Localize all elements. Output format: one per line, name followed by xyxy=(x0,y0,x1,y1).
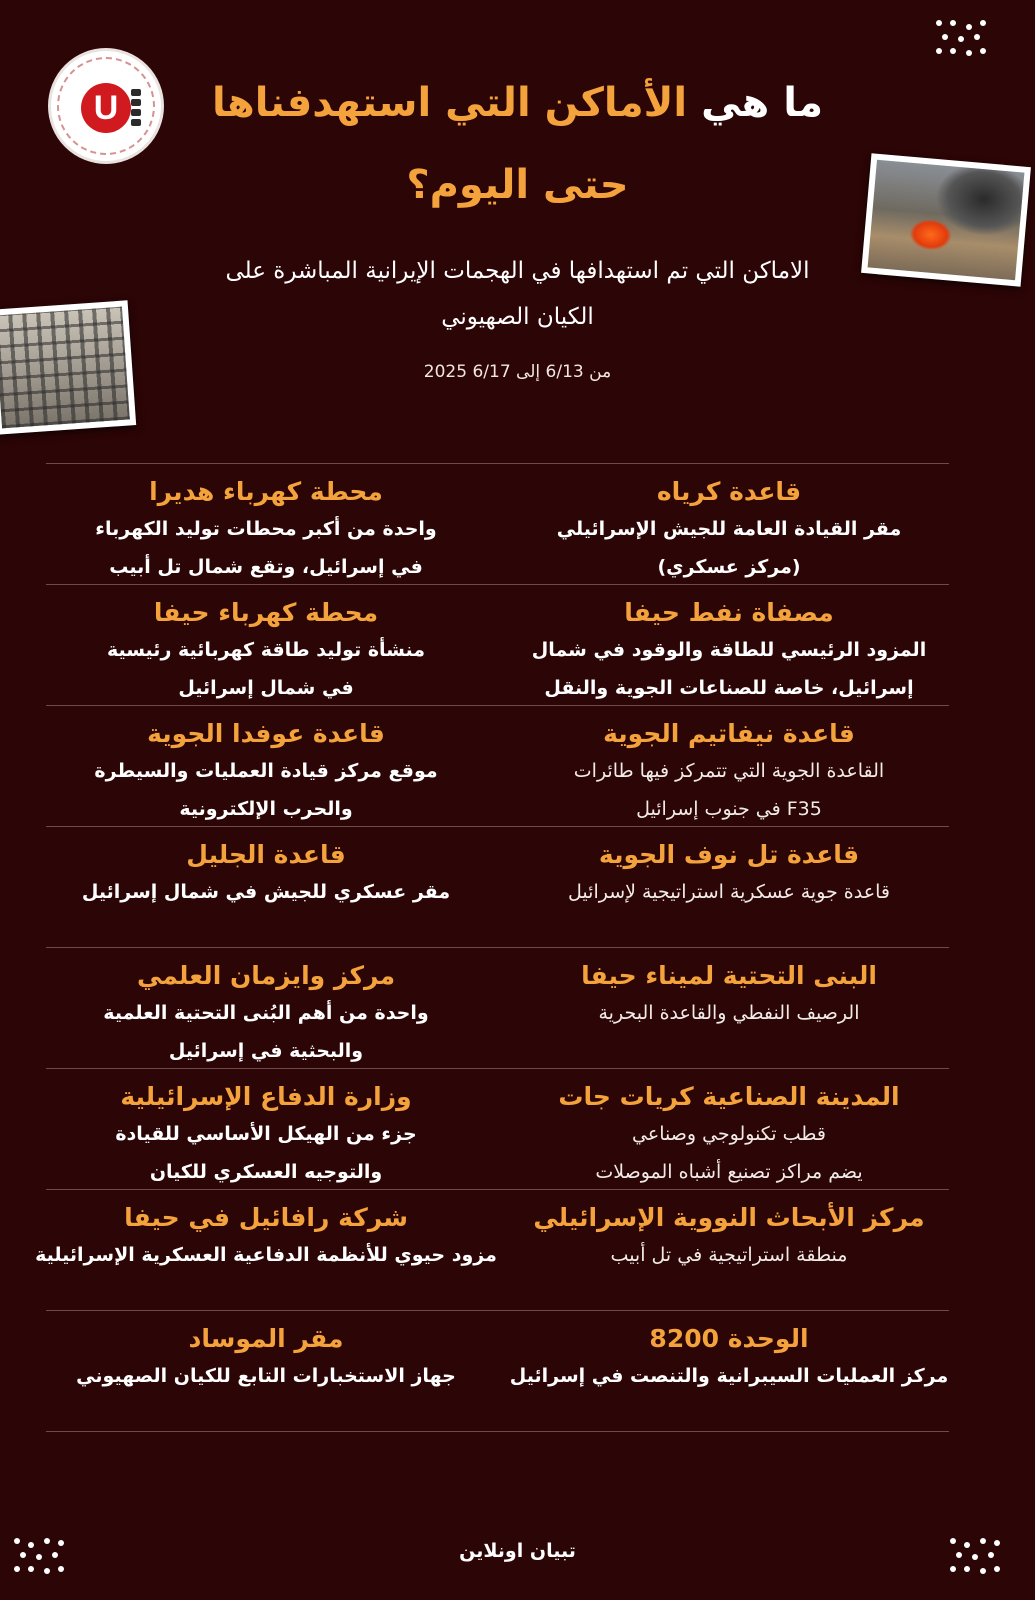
target-name: قاعدة الجليل xyxy=(186,840,346,869)
target-card xyxy=(509,585,949,707)
target-desc: مركز العمليات السيبرانية والتنصت في إسرائيل xyxy=(509,1365,949,1387)
target-card xyxy=(26,1190,506,1274)
target-name: محطة كهرباء هديرا xyxy=(149,477,383,506)
target-card xyxy=(46,827,486,911)
target-name: قاعدة كرياه xyxy=(656,477,802,506)
subtitle-line2: الكيان الصهيوني xyxy=(441,304,594,330)
organization-logo xyxy=(48,48,164,164)
target-desc: قطب تكنولوجي وصناعي xyxy=(632,1123,826,1145)
target-desc: واحدة من أكبر محطات توليد الكهرباء xyxy=(95,518,437,540)
target-desc: مقر القيادة العامة للجيش الإسرائيلي xyxy=(556,518,902,540)
target-name: المدينة الصناعية كريات جات xyxy=(558,1082,900,1111)
target-card xyxy=(509,1069,949,1191)
target-name: قاعدة عوفدا الجوية xyxy=(147,719,385,748)
target-desc: F35 في جنوب إسرائيل xyxy=(636,798,822,820)
target-desc: واحدة من أهم البُنى التحتية العلمية xyxy=(103,1002,429,1024)
target-desc: والحرب الإلكترونية xyxy=(179,798,353,820)
target-card xyxy=(46,1311,486,1395)
target-name: البنى التحتية لميناء حيفا xyxy=(581,961,877,990)
targets-row xyxy=(46,705,949,826)
target-card xyxy=(509,1190,949,1274)
title-part-orange: الأماكن التي استهدفناها xyxy=(212,80,688,126)
target-card xyxy=(46,706,486,828)
target-desc: منطقة استراتيجية في تل أبيب xyxy=(610,1244,848,1266)
target-desc: جزء من الهيكل الأساسي للقيادة xyxy=(115,1123,417,1145)
targets-row xyxy=(35,1189,949,1310)
target-name: وزارة الدفاع الإسرائيلية xyxy=(120,1082,412,1111)
dots-decoration-top-right xyxy=(936,20,990,60)
target-card xyxy=(509,1311,949,1395)
damaged-building-photo xyxy=(0,300,136,434)
target-name: شركة رافائيل في حيفا xyxy=(124,1203,408,1232)
targets-row xyxy=(46,826,949,947)
target-desc: الرصيف النفطي والقاعدة البحرية xyxy=(598,1002,860,1024)
target-desc: (مركز عسكري) xyxy=(657,556,801,578)
target-name: محطة كهرباء حيفا xyxy=(153,598,379,627)
target-card xyxy=(46,464,486,586)
target-name: قاعدة تل نوف الجوية xyxy=(598,840,860,869)
target-card xyxy=(509,948,949,1032)
target-desc: مقر عسكري للجيش في شمال إسرائيل xyxy=(81,881,451,903)
target-name: مصفاة نفط حيفا xyxy=(624,598,834,627)
target-desc: والبحثية في إسرائيل xyxy=(168,1040,364,1062)
target-card xyxy=(46,585,486,707)
date-range: من 6/13 إلى 6/17 2025 xyxy=(423,362,612,382)
targets-row xyxy=(46,463,949,584)
target-name: مقر الموساد xyxy=(188,1324,344,1353)
target-card xyxy=(46,948,486,1070)
targets-row xyxy=(46,947,949,1068)
page-title-line2: حتى اليوم؟ xyxy=(406,162,629,208)
target-desc: جهاز الاستخبارات التابع للكيان الصهيوني xyxy=(76,1365,456,1387)
target-desc: في إسرائيل، وتقع شمال تل أبيب xyxy=(109,556,423,578)
target-name: مركز وايزمان العلمي xyxy=(136,961,396,990)
target-card xyxy=(509,827,949,911)
title-part-white: ما هي xyxy=(701,80,823,126)
target-desc: والتوجيه العسكري للكيان xyxy=(149,1161,383,1183)
target-desc: إسرائيل، خاصة للصناعات الجوية والنقل xyxy=(544,677,914,699)
target-desc: قاعدة جوية عسكرية استراتيجية لإسرائيل xyxy=(568,881,890,903)
target-card xyxy=(509,464,949,586)
target-name: الوحدة 8200 xyxy=(649,1324,809,1353)
target-desc: المزود الرئيسي للطاقة والوقود في شمال xyxy=(531,639,927,661)
logo-letter: U xyxy=(81,83,131,133)
target-name: مركز الأبحاث النووية الإسرائيلي xyxy=(533,1203,925,1232)
targets-row xyxy=(46,1310,949,1432)
target-desc: مزود حيوي للأنظمة الدفاعية العسكرية الإسرائيلية xyxy=(35,1244,497,1266)
targets-grid xyxy=(35,463,949,1432)
target-desc: منشأة توليد طاقة كهربائية رئيسية xyxy=(106,639,426,661)
fire-building-photo xyxy=(861,153,1031,286)
target-desc: موقع مركز قيادة العمليات والسيطرة xyxy=(94,760,438,782)
footer-brand: تبيان اونلاين xyxy=(459,1540,576,1562)
target-name: قاعدة نيفاتيم الجوية xyxy=(603,719,855,748)
page-title-line1 xyxy=(180,80,855,126)
logo-bars-icon xyxy=(131,89,141,129)
subtitle-line1: الاماكن التي تم استهدافها في الهجمات الإيرانية المباشرة على xyxy=(225,258,810,284)
target-desc: في شمال إسرائيل xyxy=(178,677,354,699)
target-desc: يضم مراكز تصنيع أشباه الموصلات xyxy=(595,1161,863,1183)
targets-row xyxy=(46,584,949,705)
target-card xyxy=(46,1069,486,1191)
target-desc: القاعدة الجوية التي تتمركز فيها طائرات xyxy=(573,760,885,782)
targets-row xyxy=(46,1068,949,1189)
target-card xyxy=(509,706,949,828)
